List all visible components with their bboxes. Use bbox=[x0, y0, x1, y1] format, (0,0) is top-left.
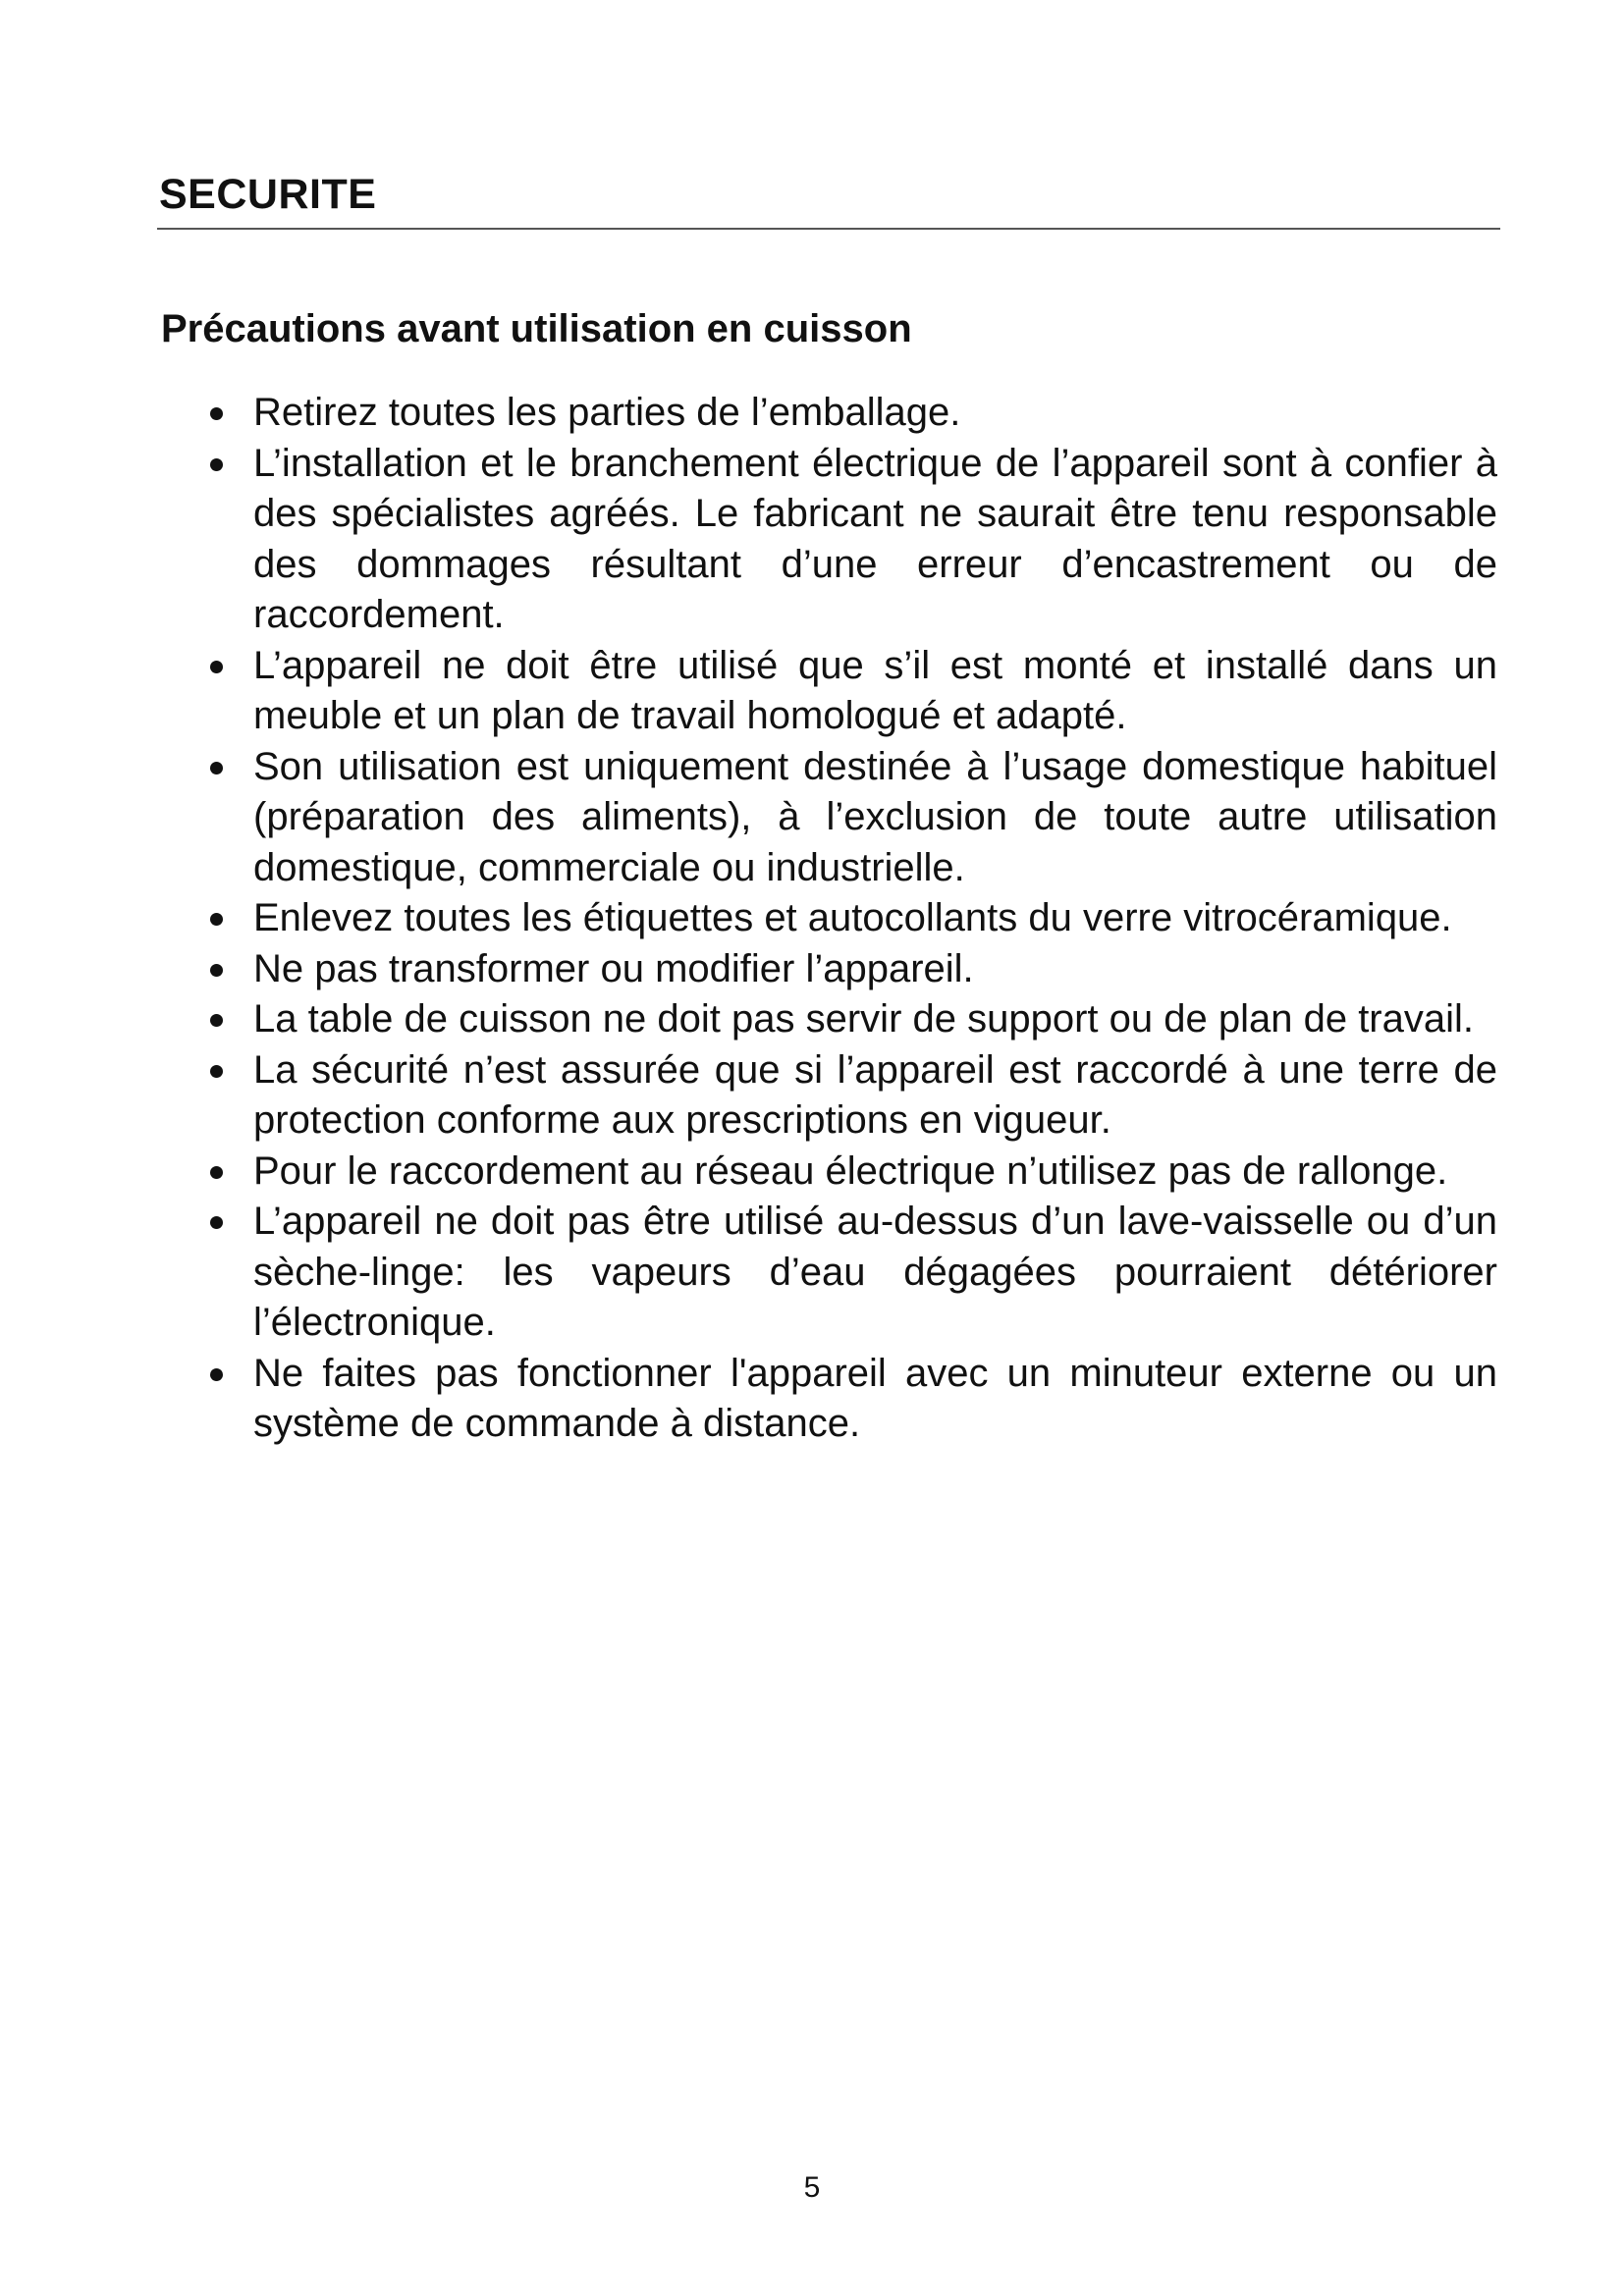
list-item bbox=[206, 893, 1497, 944]
list-item-text: Ne pas transformer ou modifier l’appareil. bbox=[253, 946, 974, 990]
list-item bbox=[206, 439, 1497, 641]
list-item-text: Son utilisation est uniquement destinée à l’usage domestique habituel (préparation des aliments), à l’exclusion de toute autre utilisation domestique, commerciale ou industrielle. bbox=[253, 744, 1497, 889]
list-item-text: La sécurité n’est assurée que si l’appareil est raccordé à une terre de protection conforme aux prescriptions en vigueur. bbox=[253, 1047, 1497, 1142]
bullet-icon bbox=[210, 661, 223, 673]
list-item-text: L’installation et le branchement électrique de l’appareil sont à confier à des spécialistes agréés. Le fabricant ne saurait être tenu responsable des dommages résultant d’une erreur d’encastrement ou de raccordement. bbox=[253, 441, 1497, 636]
bullet-icon bbox=[210, 913, 223, 926]
bullet-icon bbox=[210, 407, 223, 420]
bullet-icon bbox=[210, 1216, 223, 1229]
page-number: 5 bbox=[803, 2171, 821, 2204]
bullet-icon bbox=[210, 1065, 223, 1078]
section-title: SECURITE bbox=[159, 171, 377, 218]
bullet-icon bbox=[210, 1166, 223, 1179]
list-item bbox=[206, 388, 1497, 439]
list-item bbox=[206, 1147, 1497, 1198]
list-item-text: Pour le raccordement au réseau électrique n’utilisez pas de rallonge. bbox=[253, 1148, 1448, 1193]
list-item bbox=[206, 944, 1497, 995]
bullet-icon bbox=[210, 762, 223, 774]
list-item bbox=[206, 1045, 1497, 1147]
bullet-icon bbox=[210, 458, 223, 471]
list-item bbox=[206, 1197, 1497, 1349]
list-item-text: Retirez toutes les parties de l’emballage. bbox=[253, 391, 961, 434]
list-item-text: Enlevez toutes les étiquettes et autocollants du verre vitrocéramique. bbox=[253, 896, 1452, 939]
list-item-text: Ne faites pas fonctionner l'appareil avec un minuteur externe ou un système de commande à distance. bbox=[253, 1351, 1497, 1445]
list-item bbox=[206, 641, 1497, 742]
list-item bbox=[206, 742, 1497, 894]
subsection-title: Précautions avant utilisation en cuisson bbox=[161, 307, 912, 350]
list-item bbox=[206, 1349, 1497, 1450]
list-item-text: La table de cuisson ne doit pas servir de support ou de plan de travail. bbox=[253, 997, 1475, 1041]
list-item bbox=[206, 994, 1497, 1045]
bullet-icon bbox=[210, 964, 223, 977]
title-divider bbox=[157, 228, 1500, 230]
bullet-icon bbox=[210, 1368, 223, 1381]
bullet-icon bbox=[210, 1014, 223, 1027]
list-item-text: L’appareil ne doit pas être utilisé au-dessus d’un lave-vaisselle ou d’un sèche-linge: les vapeurs d’eau dégagées pourraient détériorer l’électronique. bbox=[253, 1200, 1497, 1344]
precautions-list bbox=[206, 388, 1497, 1450]
list-item-text: L’appareil ne doit être utilisé que s’il est monté et installé dans un meuble et un plan de travail homologué et adapté. bbox=[253, 643, 1497, 737]
